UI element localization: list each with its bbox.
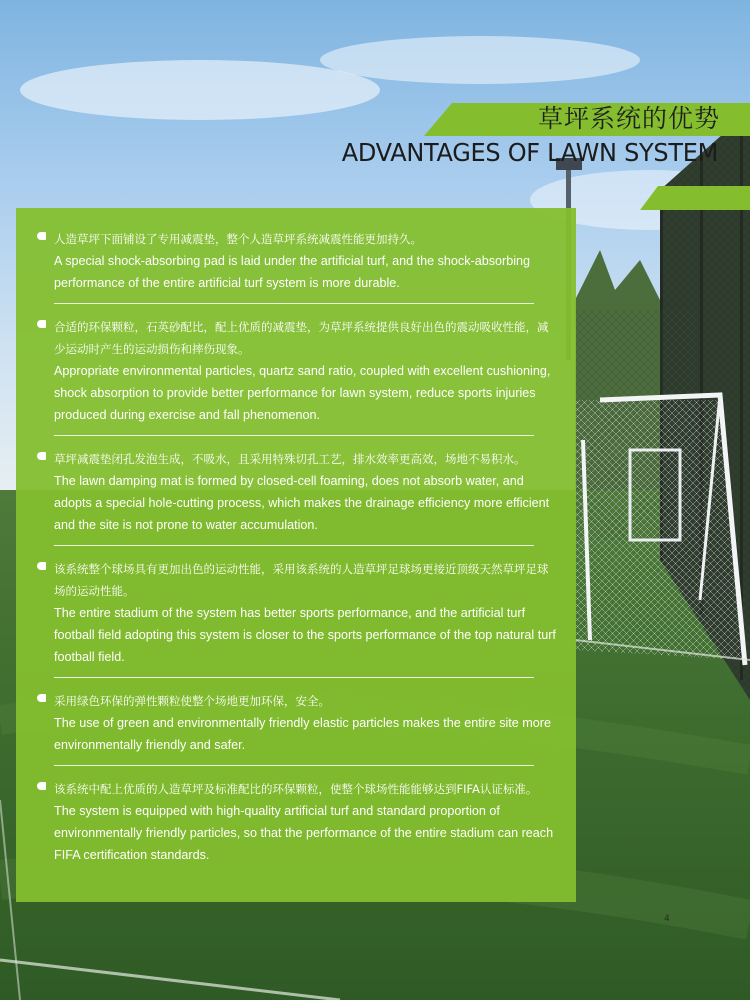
item-text-cn: 该系统中配上优质的人造草坪及标准配比的环保颗粒，使整个球场性能能够达到FIFA认证标准。 (54, 782, 538, 796)
divider (54, 545, 534, 546)
item-text-en: The entire stadium of the system has better sports performance, and the artificial turf football field adopting this system is closer to the sports performance of the top natural turf football field. (54, 606, 556, 664)
page-number: 4 (664, 914, 670, 924)
bullet-icon (37, 232, 46, 240)
bullet-icon (37, 694, 46, 702)
page-title-en: ADVANTAGES OF LAWN SYSTEM (341, 138, 718, 167)
list-item (36, 448, 556, 536)
divider (54, 303, 534, 304)
list-item (36, 690, 556, 756)
item-text-cn: 采用绿色环保的弹性颗粒使整个场地更加环保，安全。 (54, 694, 330, 708)
list-item (36, 316, 556, 426)
page-title-cn: 草坪系统的优势 (537, 104, 720, 133)
divider (54, 435, 534, 436)
item-text-en: The lawn damping mat is formed by closed-cell foaming, does not absorb water, and adopts a special hole-cutting process, which makes the drainage efficiency more efficient and the site is not prone to water accumulation. (54, 474, 550, 532)
item-text-cn: 人造草坪下面铺设了专用减震垫，整个人造草坪系统减震性能更加持久。 (54, 232, 422, 246)
bullet-icon (37, 782, 46, 790)
item-text-cn: 该系统整个球场具有更加出色的运动性能，采用该系统的人造草坪足球场更接近顶级天然草坪足球场的运动性能。 (54, 562, 549, 598)
item-text-cn: 草坪减震垫闭孔发泡生成，不吸水，且采用特殊切孔工艺，排水效率更高效，场地不易积水。 (54, 452, 526, 466)
divider (54, 677, 534, 678)
bullet-icon (37, 562, 46, 570)
bullet-icon (37, 452, 46, 460)
divider (54, 765, 534, 766)
item-text-cn: 合适的环保颗粒，石英砂配比，配上优质的减震垫，为草坪系统提供良好出色的震动吸收性能，减少运动时产生的运动损伤和摔伤现象。 (54, 320, 549, 356)
item-text-en: Appropriate environmental particles, quartz sand ratio, coupled with excellent cushioning, shock absorption to provide better performance for lawn system, reduce sports injuries produced during exercise and fall phenomenon. (54, 364, 551, 422)
item-text-en: The use of green and environmentally friendly elastic particles makes the entire site more environmentally friendly and safer. (54, 716, 551, 752)
list-item (36, 228, 556, 294)
content-panel (16, 208, 576, 902)
item-text-en: A special shock-absorbing pad is laid under the artificial turf, and the shock-absorbing performance of the entire artificial turf system is more durable. (54, 254, 531, 290)
list-item (36, 558, 556, 668)
list-item (36, 778, 556, 866)
bullet-icon (37, 320, 46, 328)
item-text-en: The system is equipped with high-quality artificial turf and standard proportion of environmentally friendly particles, so that the performance of the entire stadium can reach FIFA certification standards. (54, 804, 554, 862)
